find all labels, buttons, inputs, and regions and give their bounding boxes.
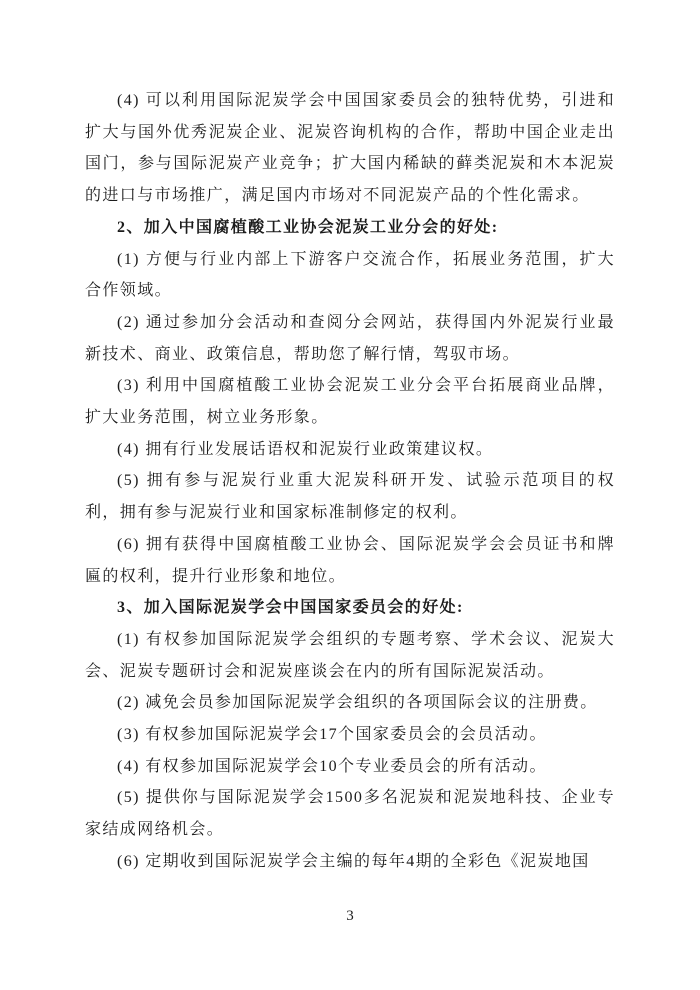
document-content	[85, 85, 615, 878]
paragraph-section2-intro-item4: (4) 可以利用国际泥炭学会中国国家委员会的独特优势，引进和扩大与国外优秀泥炭企业、泥炭咨询机构的合作，帮助中国企业走出国门，参与国际泥炭产业竞争；扩大国内稀缺的藓类泥炭和木本泥炭的进口与市场推广，满足国内市场对不同泥炭产品的个性化需求。	[85, 92, 615, 205]
paragraph-s2-item4: (4) 拥有行业发展话语权和泥炭行业政策建议权。	[117, 440, 494, 458]
paragraph-s2-item2: (2) 通过参加分会活动和查阅分会网站，获得国内外泥炭行业最新技术、商业、政策信息，帮助您了解行情，驾驭市场。	[85, 313, 615, 363]
paragraph-s3-item2: (2) 减免会员参加国际泥炭学会组织的各项国际会议的注册费。	[117, 694, 598, 712]
page-number: 3	[346, 908, 354, 924]
paragraph-s2-item3: (3) 利用中国腐植酸工业协会泥炭工业分会平台拓展商业品牌，扩大业务范围，树立业务形象。	[85, 377, 615, 427]
paragraph-s3-item1: (1) 有权参加国际泥炭学会组织的专题考察、学术会议、泥炭大会、泥炭专题研讨会和泥炭座谈会在内的所有国际泥炭活动。	[85, 630, 615, 680]
paragraph-s2-item6: (6) 拥有获得中国腐植酸工业协会、国际泥炭学会会员证书和牌匾的权利，提升行业形象和地位。	[85, 535, 615, 585]
section-heading-2: 2、加入中国腐植酸工业协会泥炭工业分会的好处:	[117, 218, 499, 236]
section-heading-3: 3、加入国际泥炭学会中国国家委员会的好处:	[117, 599, 464, 617]
paragraph-s2-item5: (5) 拥有参与泥炭行业重大泥炭科研开发、试验示范项目的权利，拥有参与泥炭行业和国家标准制修定的权利。	[85, 472, 615, 522]
paragraph-s3-item5: (5) 提供你与国际泥炭学会1500多名泥炭和泥炭地科技、企业专家结成网络机会。	[85, 789, 615, 839]
paragraph-s3-item6-truncated: (6) 定期收到国际泥炭学会主编的每年4期的全彩色《泥炭地国	[117, 852, 590, 870]
paragraph-s2-item1: (1) 方便与行业内部上下游客户交流合作，拓展业务范围，扩大合作领域。	[85, 250, 615, 300]
paragraph-s3-item3: (3) 有权参加国际泥炭学会17个国家委员会的会员活动。	[117, 726, 547, 744]
paragraph-s3-item4: (4) 有权参加国际泥炭学会10个专业委员会的所有活动。	[117, 757, 547, 775]
